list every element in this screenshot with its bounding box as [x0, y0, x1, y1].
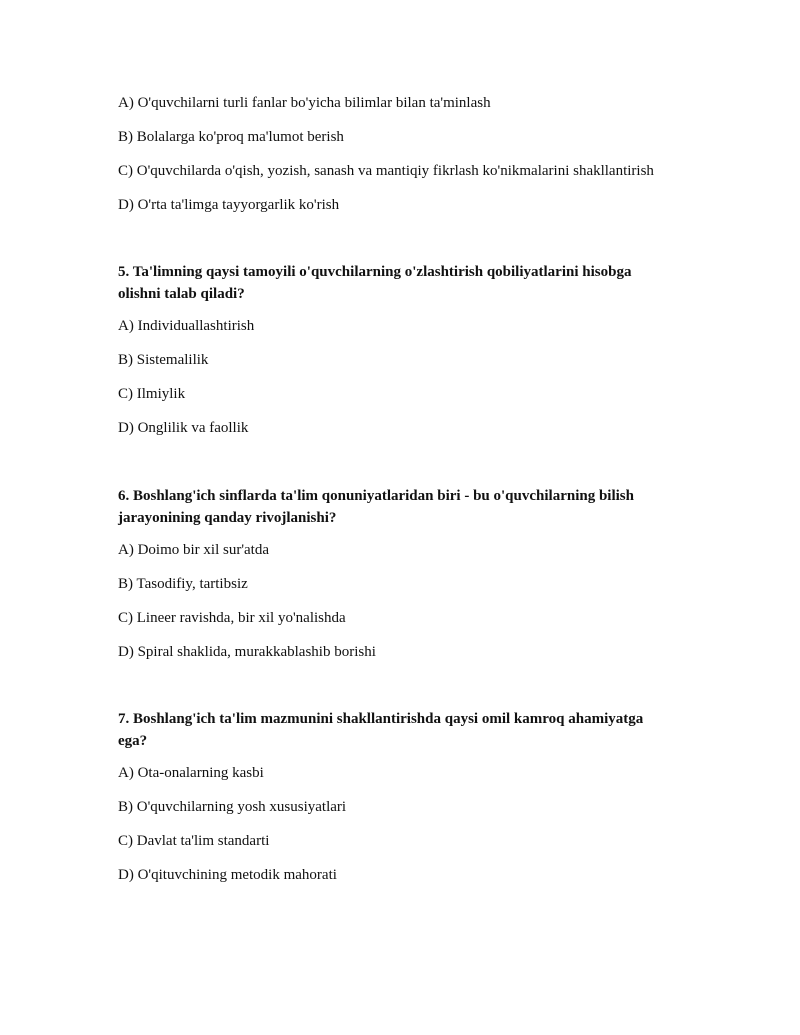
option-c: C) O'quvchilarda o'qish, yozish, sanash va mantiqiy fikrlash ko'nikmalarini shakllantirish	[118, 163, 654, 179]
option-a: A) Doimo bir xil sur'atda	[118, 542, 270, 558]
option-c: C) Ilmiylik	[118, 386, 186, 402]
option-a: A) Individuallashtirish	[118, 318, 255, 334]
question-text: 6. Boshlang'ich sinflarda ta'lim qonuniyatlaridan biri - bu o'quvchilarning bilish	[118, 488, 634, 504]
option-c: C) Davlat ta'lim standarti	[118, 833, 270, 849]
option-d: D) Spiral shaklida, murakkablashib borishi	[118, 644, 376, 660]
option-b: B) O'quvchilarning yosh xususiyatlari	[118, 799, 347, 815]
option-c: C) Lineer ravishda, bir xil yo'nalishda	[118, 610, 346, 626]
option-a: A) O'quvchilarni turli fanlar bo'yicha bilimlar bilan ta'minlash	[118, 95, 491, 111]
option-b: B) Bolalarga ko'proq ma'lumot berish	[118, 129, 344, 145]
question-text: jarayonining qanday rivojlanishi?	[118, 510, 337, 526]
option-b: B) Tasodifiy, tartibsiz	[118, 576, 248, 592]
question-text: 5. Ta'limning qaysi tamoyili o'quvchilarning o'zlashtirish qobiliyatlarini hisobga	[118, 264, 632, 280]
option-d: D) O'rta ta'limga tayyorgarlik ko'rish	[118, 197, 340, 213]
question-text: ega?	[118, 733, 148, 749]
option-d: D) Onglilik va faollik	[118, 420, 249, 436]
option-a: A) Ota-onalarning kasbi	[118, 765, 264, 781]
option-d: D) O'qituvchining metodik mahorati	[118, 867, 337, 883]
question-text: 7. Boshlang'ich ta'lim mazmunini shakllantirishda qaysi omil kamroq ahamiyatga	[118, 711, 644, 727]
option-b: B) Sistemalilik	[118, 352, 209, 368]
question-text: olishni talab qiladi?	[118, 286, 245, 302]
